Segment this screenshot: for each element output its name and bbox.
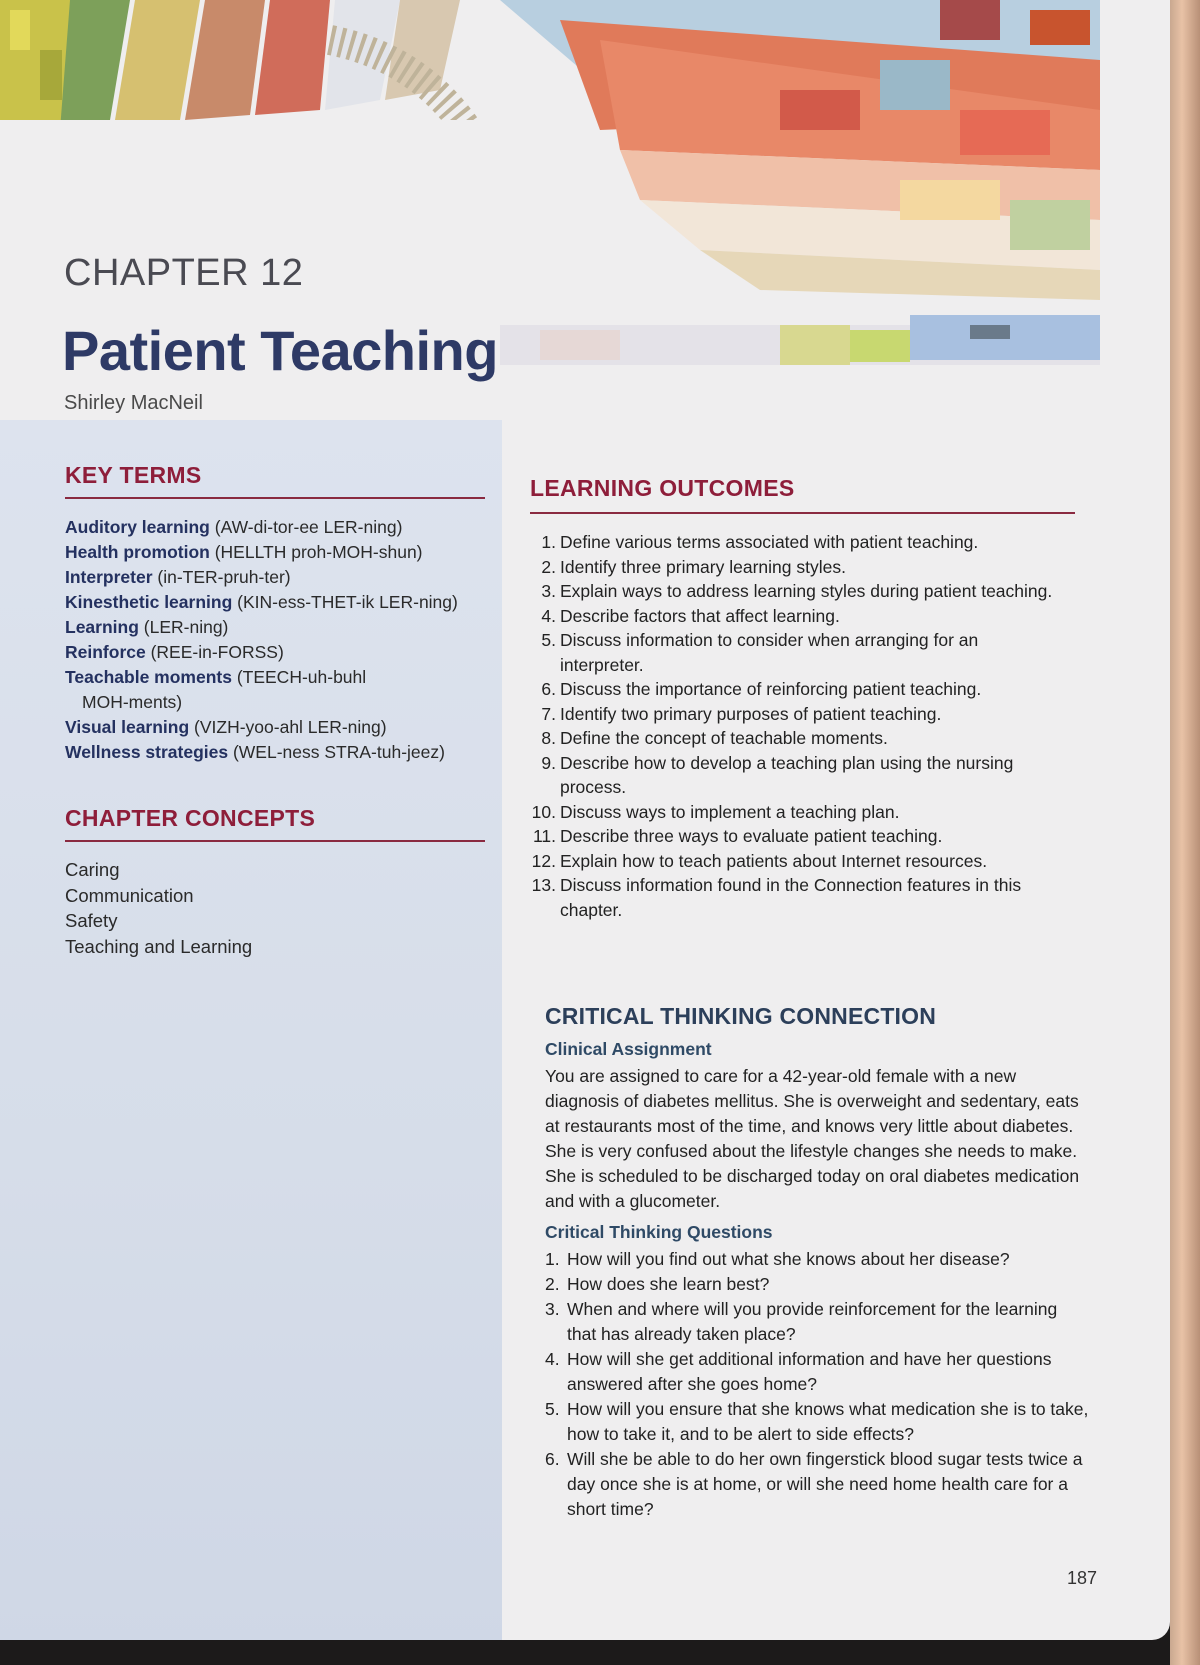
critical-thinking-questions-heading: Critical Thinking Questions (545, 1222, 773, 1242)
learning-outcomes-rule (530, 512, 1075, 514)
outcome-number: 11. (532, 826, 556, 846)
learning-outcomes-list (530, 530, 1070, 922)
outcome-item (530, 873, 1080, 922)
page-edge-stack (1170, 0, 1200, 1665)
chapter-concepts-heading: CHAPTER CONCEPTS (65, 805, 316, 831)
question-text: How will she get additional information and have her questions answered after she goes home? (567, 1349, 1052, 1394)
question-number: 1. (545, 1249, 560, 1269)
key-term-item (65, 640, 495, 665)
outcome-item (530, 555, 1070, 580)
concept-item: Teaching and Learning (65, 935, 253, 957)
key-term-item (65, 590, 495, 615)
concept-item: Communication (65, 884, 194, 906)
key-term-pronunciation: (WEL-ness STRA-tuh-jeez) (228, 742, 445, 762)
outcome-number: 8. (541, 728, 556, 748)
outcome-item (530, 751, 1060, 800)
outcome-text: Discuss ways to implement a teaching plan. (560, 801, 900, 822)
outcome-text: Describe factors that affect learning. (560, 605, 840, 626)
outcome-text: Define various terms associated with patient teaching. (560, 532, 979, 552)
concept-item: Safety (65, 910, 118, 931)
outcome-text: Describe three ways to evaluate patient teaching. (560, 826, 943, 846)
outcome-text: Describe how to develop a teaching plan using the nursing process. (560, 752, 1014, 797)
outcome-item (530, 849, 1070, 874)
outcome-number: 4. (541, 605, 556, 626)
outcome-text: Identify three primary learning styles. (560, 556, 846, 577)
key-term-word: Learning (65, 617, 139, 637)
question-number: 4. (545, 1349, 560, 1369)
outcome-text: Identify two primary purposes of patient teaching. (560, 703, 942, 724)
question-number: 3. (545, 1299, 560, 1319)
question-item (545, 1247, 1090, 1272)
outcome-number: 7. (541, 703, 556, 724)
key-term-word: Reinforce (65, 642, 146, 662)
key-term-item (65, 515, 495, 540)
outcome-number: 5. (541, 630, 556, 650)
key-term-word: Teachable moments (65, 667, 232, 687)
key-term-item (65, 665, 402, 715)
key-term-word: Interpreter (65, 567, 153, 587)
key-term-pronunciation: (LER-ning) (138, 617, 229, 637)
outcome-item (530, 579, 1070, 604)
page-number: 187 (1067, 1568, 1098, 1588)
key-term-word: Visual learning (65, 717, 190, 737)
question-item (545, 1447, 1090, 1522)
key-term-word: Wellness strategies (65, 742, 229, 762)
chapter-concepts-rule (65, 840, 485, 842)
outcome-number: 3. (541, 581, 556, 601)
outcome-text: Explain ways to address learning styles during patient teaching. (560, 581, 1053, 601)
key-term-item (65, 740, 495, 765)
outcome-number: 1. (541, 532, 556, 552)
chapter-label: CHAPTER 12 (64, 252, 304, 294)
outcome-number: 12. (531, 850, 556, 871)
key-term-word: Kinesthetic learning (65, 592, 233, 612)
key-term-pronunciation: (REE-in-FORSS) (145, 642, 284, 662)
question-number: 6. (545, 1449, 560, 1469)
key-term-item (65, 715, 495, 740)
chapter-concepts-list (65, 857, 252, 959)
outcome-item (530, 824, 1070, 849)
key-term-pronunciation: (AW-di-tor-ee LER-ning) (209, 517, 403, 537)
outcome-text: Explain how to teach patients about Internet resources. (560, 850, 988, 871)
outcome-item (530, 702, 1070, 727)
outcome-number: 6. (541, 679, 556, 699)
learning-outcomes-heading: LEARNING OUTCOMES (530, 475, 795, 501)
outcome-item (530, 604, 1070, 629)
outcome-item (530, 726, 1070, 751)
outcome-number: 2. (541, 556, 556, 577)
clinical-assignment-text: You are assigned to care for a 42-year-old female with a new diagnosis of diabetes mellitus. She is overweight and sedentary, eats at restaurants most of the time, and knows very little about diabetes. She is very confused about the lifestyle changes she needs to make. She is scheduled to be discharged today on oral diabetes medication and with a glucometer. (545, 1066, 1080, 1211)
key-term-item (65, 565, 495, 590)
outcome-item (530, 677, 1070, 702)
outcome-item (530, 628, 1000, 677)
critical-thinking-heading: CRITICAL THINKING CONNECTION (545, 1003, 937, 1029)
chapter-title: Patient Teaching (62, 319, 498, 382)
question-number: 5. (545, 1399, 560, 1419)
question-number: 2. (545, 1274, 560, 1294)
key-terms-heading: KEY TERMS (65, 462, 202, 488)
question-text: How does she learn best? (567, 1274, 770, 1294)
outcome-text: Discuss information to consider when arranging for an interpreter. (560, 630, 979, 675)
key-terms-rule (65, 497, 485, 499)
outcome-text: Discuss information found in the Connection features in this chapter. (560, 875, 1022, 920)
question-item (545, 1272, 1090, 1297)
chapter-author: Shirley MacNeil (64, 392, 203, 414)
key-term-item (65, 540, 495, 565)
outcome-text: Discuss the importance of reinforcing patient teaching. (560, 679, 982, 699)
question-text: How will you find out what she knows about her disease? (567, 1249, 1010, 1269)
question-item (545, 1297, 1090, 1347)
key-term-word: Health promotion (65, 542, 210, 562)
question-text: How will you ensure that she knows what medication she is to take, how to take it, and to be alert to side effects? (567, 1399, 1089, 1444)
key-term-pronunciation: (KIN-ess-THET-ik LER-ning) (232, 592, 458, 612)
outcome-number: 13. (531, 875, 556, 895)
concept-item: Caring (65, 859, 120, 880)
outcome-number: 9. (541, 752, 556, 773)
outcome-text: Define the concept of teachable moments. (560, 728, 888, 748)
key-term-pronunciation: (VIZH-yoo-ahl LER-ning) (189, 717, 387, 737)
question-item (545, 1347, 1090, 1397)
key-term-pronunciation: (HELLTH proh-MOH-shun) (209, 542, 423, 562)
clinical-assignment-heading: Clinical Assignment (545, 1039, 712, 1059)
key-term-item (65, 615, 495, 640)
outcome-number: 10. (531, 801, 556, 822)
question-item (545, 1397, 1090, 1447)
question-text: Will she be able to do her own fingerstick blood sugar tests twice a day once she is at home, or will she need home health care for a short time? (567, 1449, 1083, 1519)
outcome-item (530, 530, 1070, 555)
key-term-pronunciation: (TEECH-uh-buhl MOH-ments) (82, 667, 367, 712)
critical-thinking-questions-list (545, 1247, 1090, 1522)
question-text: When and where will you provide reinforcement for the learning that has already taken place? (567, 1299, 1058, 1344)
outcome-item (530, 800, 1070, 825)
key-term-word: Auditory learning (65, 517, 210, 537)
key-term-pronunciation: (in-TER-pruh-ter) (152, 567, 291, 587)
key-terms-list (65, 515, 495, 765)
